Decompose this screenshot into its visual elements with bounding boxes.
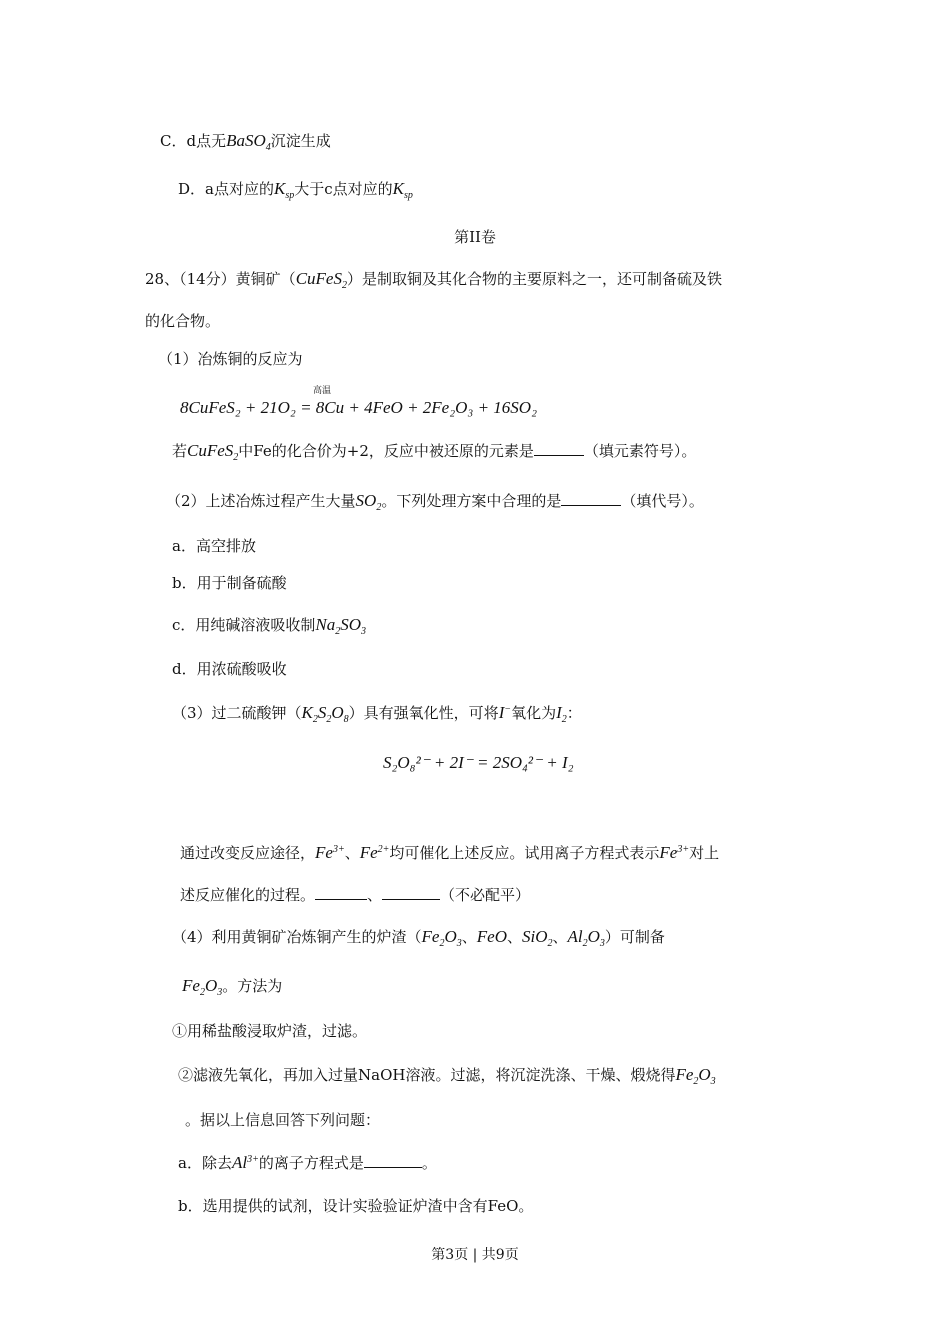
part2-opt-a: a．高空排放 bbox=[172, 537, 256, 555]
part1-label: （1）冶炼铜的反应为 bbox=[158, 350, 303, 368]
answer-blank-3a[interactable] bbox=[315, 885, 367, 900]
part4-step3: 。据以上信息回答下列问题： bbox=[185, 1111, 381, 1129]
equation-3-text: S₂O₈²⁻ + 2I⁻ = 2SO₄²⁻ + I₂ bbox=[383, 753, 574, 772]
condition-gaowen: 高温 bbox=[313, 386, 332, 396]
part2-opt-b: b．用于制备硫酸 bbox=[172, 574, 287, 592]
part3-line2: 述反应催化的过程。 、 （不必配平） bbox=[180, 886, 531, 904]
answer-blank-3b[interactable] bbox=[382, 885, 440, 900]
part3-question: （3）过二硫酸钾$(K_2S_2O_8)$具有强氧化性，可将I−氧化为$I_2$： bbox=[172, 703, 582, 725]
equation-3 bbox=[383, 752, 574, 774]
part4-step1: ①用稀盐酸浸取炉渣，过滤。 bbox=[172, 1022, 368, 1040]
answer-blank-4a[interactable] bbox=[364, 1153, 422, 1168]
formula-baso4: BaSO$_4$ bbox=[226, 131, 271, 153]
part4-question: （4）利用黄铜矿冶炼铜产生的炉渣（$Fe_2O_3$、FeO、SiO$_2$、$Al_2O_3$）可制备 bbox=[172, 927, 665, 949]
ksp-c: $K_{sp}$ bbox=[392, 179, 413, 201]
answer-blank-2[interactable] bbox=[561, 491, 621, 506]
q28-intro: 28、（14分）黄铜矿（CuFeS$_2$）是制取铜及其化合物的主要原料之一，还可制备硫及铁 bbox=[145, 269, 722, 291]
formula-cufes2: CuFeS$_2$ bbox=[295, 269, 347, 291]
part4-line2: $Fe_2O_3$。方法为 bbox=[182, 976, 283, 998]
part4-a: a．除去$Al^{3+}$的离子方程式是 。 bbox=[178, 1153, 437, 1172]
part2-opt-d: d．用浓硫酸吸收 bbox=[172, 660, 287, 678]
option-d: D．a点对应的$K_{sp}$大于c点对应的$K_{sp}$ bbox=[178, 179, 413, 201]
part2-opt-c: c．用纯碱溶液吸收制$Na_2SO_3$ bbox=[172, 615, 367, 637]
part4-step2: ②滤液先氧化，再加入过量NaOH溶液。过滤，将沉淀洗涤、干燥、煅烧得$Fe_2O_3$ bbox=[178, 1065, 716, 1087]
option-c: C．d点无BaSO$_4$沉淀生成 bbox=[160, 131, 331, 153]
part3-line1: 通过改变反应途径，$Fe^{3+}$、$Fe^{2+}$均可催化上述反应。试用离子方程式表示$Fe^{3+}$对上 bbox=[180, 843, 720, 862]
equation-1-text: 8CuFeS₂ + 21O₂ = 8Cu + 4FeO + 2Fe₂O₃ + 16SO₂ bbox=[180, 398, 537, 417]
part4-b: b．选用提供的试剂，设计实验验证炉渣中含有FeO。 bbox=[178, 1197, 534, 1215]
ksp-a: $K_{sp}$ bbox=[273, 179, 295, 201]
part1-question: 若CuFeS$_2$中Fe的化合价为+2，反应中被还原的元素是 （填元素符号）。 bbox=[172, 441, 697, 463]
equation-1 bbox=[180, 397, 537, 419]
q28-intro-line2: 的化合物。 bbox=[145, 312, 221, 330]
part2-question: （2）上述冶炼过程产生大量$SO_2$。下列处理方案中合理的是 （填代号）。 bbox=[166, 491, 704, 513]
answer-blank-1[interactable] bbox=[534, 441, 584, 456]
section-title: 第II卷 bbox=[454, 228, 496, 246]
page-footer: 第3页 | 共9页 bbox=[431, 1247, 519, 1263]
